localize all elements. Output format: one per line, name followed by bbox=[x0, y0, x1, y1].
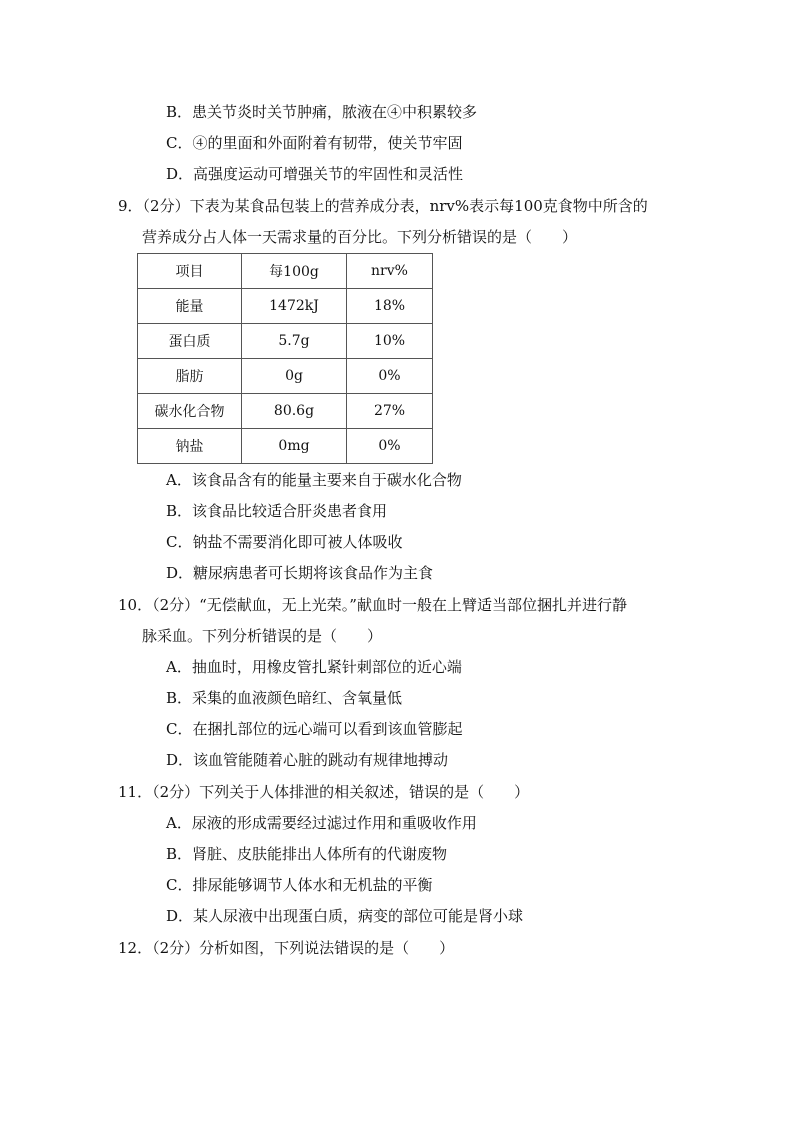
q12-stem: 12．（2分）分析如图，下列说法错误的是（ ） bbox=[118, 939, 455, 957]
q10-option-b: B．采集的血液颜色暗红、含氧量低 bbox=[166, 689, 403, 707]
q10-option-c: C．在捆扎部位的远心端可以看到该血管膨起 bbox=[166, 720, 463, 738]
table-cell: 1472kJ bbox=[242, 289, 347, 324]
q9-option-d: D．糖尿病患者可长期将该食品作为主食 bbox=[166, 564, 434, 582]
q9-stem-line2: 营养成分占人体一天需求量的百分比。下列分析错误的是（ ） bbox=[142, 228, 578, 246]
q9-option-b: B．该食品比较适合肝炎患者食用 bbox=[166, 502, 388, 520]
q10-stem-line1: 10．（2分）“无偿献血，无上光荣。”献血时一般在上臂适当部位捆扎并进行静 bbox=[118, 596, 627, 614]
table-header-row bbox=[138, 254, 433, 289]
q9-stem-line1: 9．（2分）下表为某食品包装上的营养成分表，nrv%表示每100克食物中所含的 bbox=[118, 197, 648, 215]
table-row bbox=[138, 394, 433, 429]
table-header-cell: 项目 bbox=[138, 254, 242, 289]
table-cell: 0% bbox=[347, 429, 433, 464]
q10-option-d: D．该血管能随着心脏的跳动有规律地搏动 bbox=[166, 751, 449, 769]
table-cell: 钠盐 bbox=[138, 429, 242, 464]
table-cell: 碳水化合物 bbox=[138, 394, 242, 429]
table-cell: 0g bbox=[242, 359, 347, 394]
table-header-cell: nrv% bbox=[347, 254, 433, 289]
q10-option-a: A．抽血时，用橡皮管扎紧针刺部位的近心端 bbox=[166, 658, 462, 676]
table-cell: 18% bbox=[347, 289, 433, 324]
table-cell: 脂肪 bbox=[138, 359, 242, 394]
q11-option-c: C．排尿能够调节人体水和无机盐的平衡 bbox=[166, 876, 433, 894]
table-cell: 80.6g bbox=[242, 394, 347, 429]
table-cell: 27% bbox=[347, 394, 433, 429]
q8-option-d: D．高强度运动可增强关节的牢固性和灵活性 bbox=[166, 165, 464, 183]
q8-option-b: B．患关节炎时关节肿痛，脓液在④中积累较多 bbox=[166, 103, 478, 121]
table-cell: 0mg bbox=[242, 429, 347, 464]
table-row bbox=[138, 324, 433, 359]
table-row bbox=[138, 429, 433, 464]
table-header-cell: 每100g bbox=[242, 254, 347, 289]
q11-option-b: B．肾脏、皮肤能排出人体所有的代谢废物 bbox=[166, 845, 448, 863]
table-row bbox=[138, 359, 433, 394]
q9-option-c: C．钠盐不需要消化即可被人体吸收 bbox=[166, 533, 403, 551]
q10-stem-line2: 脉采血。下列分析错误的是（ ） bbox=[142, 627, 383, 645]
table-row bbox=[138, 289, 433, 324]
nutrition-table bbox=[137, 253, 433, 464]
q8-option-c: C．④的里面和外面附着有韧带，使关节牢固 bbox=[166, 134, 463, 152]
q11-option-d: D．某人尿液中出现蛋白质，病变的部位可能是肾小球 bbox=[166, 907, 524, 925]
table-cell: 0% bbox=[347, 359, 433, 394]
table-cell: 蛋白质 bbox=[138, 324, 242, 359]
q9-option-a: A．该食品含有的能量主要来自于碳水化合物 bbox=[166, 471, 462, 489]
table-cell: 10% bbox=[347, 324, 433, 359]
q11-option-a: A．尿液的形成需要经过滤过作用和重吸收作用 bbox=[166, 814, 477, 832]
table-cell: 能量 bbox=[138, 289, 242, 324]
q11-stem: 11．（2分）下列关于人体排泄的相关叙述，错误的是（ ） bbox=[118, 783, 530, 801]
table-cell: 5.7g bbox=[242, 324, 347, 359]
